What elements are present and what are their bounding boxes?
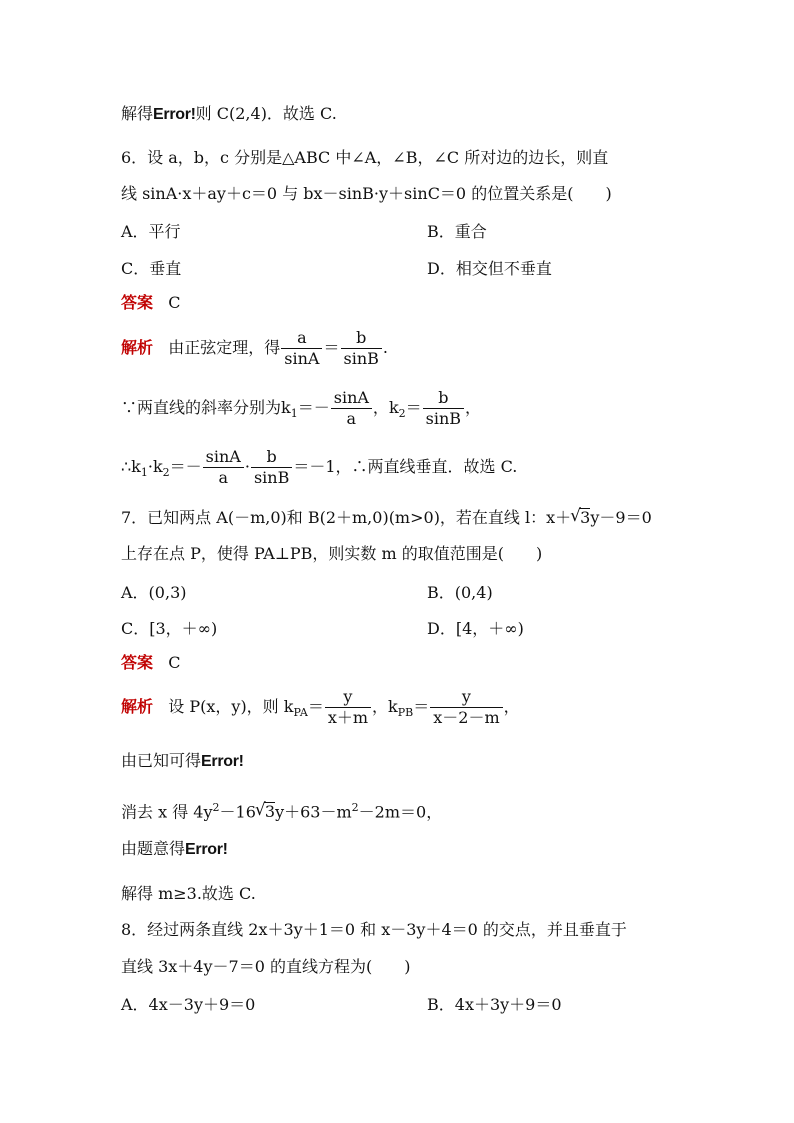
- q7-option-a: A．(0,3): [121, 583, 187, 602]
- denominator: x＋m: [327, 708, 369, 727]
- error-placeholder: Error!: [153, 106, 196, 123]
- q8-stem-line1: 8．经过两条直线 2x＋3y＋1＝0 和 x－3y＋4＝0 的交点，并且垂直于: [121, 920, 627, 939]
- error-placeholder: Error!: [185, 841, 228, 858]
- sqrt: √ 3: [264, 802, 275, 821]
- q6-analysis-line1: [121, 328, 388, 369]
- q5-text-b: 则 C(2,4)．故选 C.: [195, 104, 337, 123]
- text: ·: [244, 457, 250, 476]
- q6-analysis-line3: [121, 447, 517, 488]
- text: ＝－: [297, 398, 330, 417]
- text: 由正弦定理，得: [168, 338, 281, 357]
- q6-stem-line2: 线 sinA·x＋ay＋c＝0 与 bx－sinB·y＋sinC＝0 的位置关系是( ): [121, 184, 612, 203]
- q6-option-a: A．平行: [121, 222, 181, 241]
- q7-analysis-line3: [121, 797, 442, 823]
- answer-value: C: [168, 293, 181, 312]
- subscript: 1: [140, 466, 148, 480]
- q5-text-a: 解得: [121, 104, 154, 123]
- text: 消去 x 得 4y: [121, 802, 213, 822]
- q6-option-d: D．相交但不垂直: [427, 259, 552, 278]
- text: ∴k: [121, 457, 141, 476]
- q6-answer: [121, 292, 181, 314]
- numerator: b: [251, 447, 292, 468]
- fraction: [203, 447, 244, 488]
- denominator: a: [218, 468, 229, 487]
- text: 由题意得: [121, 839, 186, 858]
- answer-label: 答案: [121, 653, 154, 672]
- text: ＝: [307, 697, 324, 716]
- numerator: y: [430, 687, 502, 708]
- text: ，: [465, 398, 482, 417]
- text: y＋63－m: [275, 802, 352, 822]
- q8-option-b: B．4x＋3y＋9＝0: [427, 995, 562, 1014]
- text: y－9＝0: [590, 508, 652, 527]
- text: k: [388, 398, 399, 417]
- superscript: 2: [212, 801, 220, 814]
- text: 由已知可得: [121, 751, 202, 770]
- q6-analysis-line2: [121, 388, 481, 429]
- text: 7．已知两点 A(－m,0)和 B(2＋m,0)(m>0)，若在直线 l：x＋: [121, 508, 572, 527]
- sqrt: √ 3: [579, 508, 590, 527]
- text: ，k: [372, 697, 398, 716]
- q5-conclusion: [121, 103, 337, 126]
- q6-option-b: B．重合: [427, 222, 487, 241]
- q8-option-a: A．4x－3y＋9＝0: [121, 995, 256, 1014]
- text: ∵两直线的斜率分别为: [121, 398, 282, 417]
- superscript: 2: [351, 801, 359, 814]
- q7-stem-line2: 上存在点 P，使得 PA⊥PB，则实数 m 的取值范围是( ): [121, 544, 543, 563]
- q6-option-c: C．垂直: [121, 259, 182, 278]
- numerator: b: [423, 388, 464, 409]
- q8-stem-line2: 直线 3x＋4y－7＝0 的直线方程为( ): [121, 957, 411, 976]
- q7-analysis-line2: [121, 750, 244, 773]
- q7-stem-line1: [121, 507, 652, 529]
- q7-option-d: D．[4，＋∞): [427, 619, 524, 638]
- numerator: sinA: [331, 388, 372, 409]
- analysis-label: 解析: [121, 338, 154, 357]
- text: ·k: [147, 457, 163, 476]
- denominator: a: [346, 409, 357, 428]
- answer-value: C: [168, 653, 181, 672]
- q7-answer: [121, 652, 181, 674]
- q7-analysis-line5: 解得 m≥3.故选 C.: [121, 884, 256, 903]
- fraction: [251, 447, 292, 488]
- subscript: 2: [398, 407, 406, 421]
- numerator: sinA: [203, 447, 244, 468]
- q7-option-b: B．(0,4): [427, 583, 493, 602]
- answer-label: 答案: [121, 293, 154, 312]
- denominator: x－2－m: [433, 708, 500, 727]
- numerator: y: [325, 687, 371, 708]
- text: －16: [219, 802, 256, 822]
- q7-analysis-line1: [121, 687, 520, 728]
- text: ＝: [413, 697, 430, 716]
- text: ＝－1，∴两直线垂直．故选 C.: [293, 457, 518, 476]
- fraction: [331, 388, 372, 429]
- denominator: sinB: [343, 349, 379, 368]
- subscript: PB: [397, 706, 414, 720]
- q7-option-c: C．[3，＋∞): [121, 619, 218, 638]
- text: ＝: [405, 398, 422, 417]
- text: ＝: [323, 338, 340, 357]
- text: .: [382, 338, 388, 357]
- text: ，: [372, 398, 389, 417]
- q7-analysis-line4: [121, 838, 228, 861]
- analysis-label: 解析: [121, 697, 154, 716]
- fraction: [430, 687, 502, 728]
- text: －2m＝0，: [358, 802, 443, 822]
- numerator: b: [341, 328, 382, 349]
- subscript: 1: [290, 407, 298, 421]
- fraction: [341, 328, 382, 369]
- text: ，: [503, 697, 520, 716]
- numerator: a: [281, 328, 322, 349]
- text: ＝－: [169, 457, 202, 476]
- text: 设 P(x，y)，则 k: [168, 697, 294, 716]
- denominator: sinB: [253, 468, 290, 487]
- error-placeholder: Error!: [201, 753, 244, 770]
- subscript: PA: [293, 706, 308, 720]
- fraction: [423, 388, 464, 429]
- fraction: [281, 328, 322, 369]
- subscript: 2: [162, 466, 170, 480]
- denominator: sinB: [425, 409, 462, 428]
- q6-stem-line1: 6．设 a，b，c 分别是△ABC 中∠A，∠B，∠C 所对边的边长，则直: [121, 148, 609, 167]
- text: k: [281, 398, 291, 417]
- denominator: sinA: [284, 349, 320, 368]
- fraction: [325, 687, 371, 728]
